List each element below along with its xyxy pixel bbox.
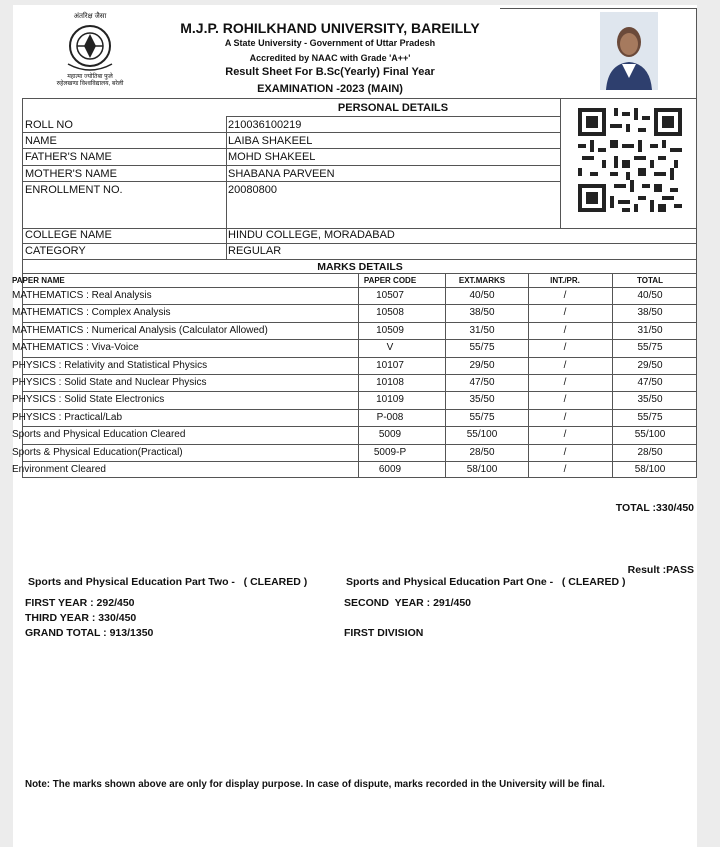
logo-text-top: अंतरिक्ष जैसा <box>73 13 107 20</box>
paper-code-cell: 5009 <box>378 429 402 440</box>
header-int-marks: INT./PR. <box>550 276 580 285</box>
total-marks-cell: 55/100 <box>634 429 666 440</box>
ext-marks-cell: 55/75 <box>469 412 495 423</box>
row-divider <box>22 287 696 288</box>
paper-name-cell: Environment Cleared <box>12 464 106 475</box>
marks-row <box>10 304 680 321</box>
paper-code-cell: 6009 <box>378 464 402 475</box>
university-name: M.J.P. ROHILKHAND UNIVERSITY, BAREILLY <box>180 20 480 36</box>
ext-marks-cell: 55/75 <box>469 342 495 353</box>
int-marks-cell: / <box>563 325 567 336</box>
row-divider <box>22 444 696 445</box>
int-marks-cell: / <box>563 447 567 458</box>
int-marks-cell: / <box>563 377 567 388</box>
university-subtitle: A State University - Government of Uttar Pradesh <box>224 38 436 48</box>
marks-row <box>10 339 680 356</box>
ext-marks-cell: 40/50 <box>469 290 495 301</box>
total-marks-cell: 38/50 <box>637 307 663 318</box>
value-father-name: MOHD SHAKEEL <box>228 151 316 163</box>
ext-marks-cell: 55/100 <box>466 429 498 440</box>
marks-row <box>10 444 680 461</box>
paper-code-cell: 10107 <box>376 360 404 371</box>
value-name: LAIBA SHAKEEL <box>228 135 313 147</box>
sheet-title: Result Sheet For B.Sc(Yearly) Final Year <box>225 66 435 78</box>
value-roll-no: 210036100219 <box>228 119 302 131</box>
row-divider <box>22 391 696 392</box>
total-marks-cell: 35/50 <box>637 394 663 405</box>
marks-row <box>10 391 680 408</box>
label-father-name: FATHER'S NAME <box>25 151 112 163</box>
paper-code-cell: 5009-P <box>373 447 407 458</box>
total-marks-cell: 58/100 <box>634 464 666 475</box>
marks-row <box>10 426 680 443</box>
disclaimer-note: Note: The marks shown above are only for display purpose. In case of dispute, marks recorded in the University will be final. <box>25 779 605 790</box>
personal-details-title: PERSONAL DETAILS <box>337 102 449 114</box>
accreditation: Accredited by NAAC with Grade 'A++' <box>249 53 411 63</box>
int-marks-cell: / <box>563 464 567 475</box>
paper-name-cell: Sports and Physical Education Cleared <box>12 429 186 440</box>
int-marks-cell: / <box>563 307 567 318</box>
student-photo-icon <box>600 12 658 90</box>
grand-total: GRAND TOTAL : 913/1350 <box>25 627 154 639</box>
int-marks-cell: / <box>563 290 567 301</box>
row-divider <box>22 409 696 410</box>
total-marks-cell: 55/75 <box>637 342 663 353</box>
division: FIRST DIVISION <box>344 627 424 639</box>
first-year-marks: FIRST YEAR : 292/450 <box>25 597 135 609</box>
paper-name-cell: MATHEMATICS : Complex Analysis <box>12 307 171 318</box>
int-marks-cell: / <box>563 429 567 440</box>
paper-code-cell: V <box>386 342 394 353</box>
total-marks-cell: 47/50 <box>637 377 663 388</box>
qr-code-icon <box>574 104 686 216</box>
paper-name-cell: MATHEMATICS : Real Analysis <box>12 290 152 301</box>
paper-name-cell: PHYSICS : Solid State Electronics <box>12 394 165 405</box>
row-divider <box>22 304 696 305</box>
label-enrollment: ENROLLMENT NO. <box>25 184 123 196</box>
paper-code-cell: P-008 <box>376 412 404 423</box>
total-marks-cell: 40/50 <box>637 290 663 301</box>
ext-marks-cell: 58/100 <box>466 464 498 475</box>
label-category: CATEGORY <box>25 245 86 257</box>
row-divider <box>22 426 696 427</box>
label-mother-name: MOTHER'S NAME <box>25 168 117 180</box>
marks-row <box>10 461 680 478</box>
marks-row <box>10 287 680 304</box>
sports-part-one: Sports and Physical Education Part One - ( CLEARED ) <box>346 576 626 588</box>
ext-marks-cell: 47/50 <box>469 377 495 388</box>
header-paper-name: PAPER NAME <box>12 276 65 285</box>
exam-title: EXAMINATION -2023 (MAIN) <box>257 83 403 95</box>
row-divider <box>22 461 696 462</box>
result-status: Result :PASS <box>627 564 694 576</box>
third-year-marks: THIRD YEAR : 330/450 <box>25 612 137 624</box>
paper-name-cell: MATHEMATICS : Numerical Analysis (Calculator Allowed) <box>12 325 268 336</box>
marks-total: TOTAL :330/450 <box>615 502 694 514</box>
label-roll-no: ROLL NO <box>25 119 73 131</box>
int-marks-cell: / <box>563 394 567 405</box>
sports-part-two: Sports and Physical Education Part Two - ( CLEARED ) <box>28 576 308 588</box>
marks-details-title: MARKS DETAILS <box>317 261 403 273</box>
logo-text-bottom-2: रुहेलखण्ड विश्वविद्यालय, बरेली <box>56 81 124 87</box>
paper-code-cell: 10109 <box>376 394 404 405</box>
paper-name-cell: Sports & Physical Education(Practical) <box>12 447 183 458</box>
marks-row <box>10 409 680 426</box>
paper-code-cell: 10507 <box>376 290 404 301</box>
ext-marks-cell: 31/50 <box>469 325 495 336</box>
logo-text-bottom-1: महात्मा ज्योतिबा फुले <box>67 74 113 80</box>
marks-row <box>10 357 680 374</box>
ext-marks-cell: 29/50 <box>469 360 495 371</box>
row-divider <box>22 322 696 323</box>
ext-marks-cell: 38/50 <box>469 307 495 318</box>
header-paper-code: PAPER CODE <box>363 276 417 285</box>
label-college: COLLEGE NAME <box>25 229 112 241</box>
qr-code <box>574 104 686 216</box>
student-photo <box>600 12 658 90</box>
total-marks-cell: 28/50 <box>637 447 663 458</box>
total-marks-cell: 31/50 <box>637 325 663 336</box>
int-marks-cell: / <box>563 360 567 371</box>
paper-code-cell: 10108 <box>376 377 404 388</box>
second-year-marks: SECOND YEAR : 291/450 <box>344 597 472 609</box>
label-name: NAME <box>25 135 57 147</box>
total-marks-cell: 55/75 <box>637 412 663 423</box>
paper-name-cell: PHYSICS : Solid State and Nuclear Physics <box>12 377 207 388</box>
total-marks-cell: 29/50 <box>637 360 663 371</box>
row-divider <box>22 374 696 375</box>
value-enrollment: 20080800 <box>228 184 277 196</box>
paper-name-cell: PHYSICS : Practical/Lab <box>12 412 123 423</box>
row-divider <box>22 339 696 340</box>
marks-row <box>10 374 680 391</box>
paper-name-cell: PHYSICS : Relativity and Statistical Physics <box>12 360 208 371</box>
row-divider <box>22 357 696 358</box>
int-marks-cell: / <box>563 342 567 353</box>
header-ext-marks: EXT.MARKS <box>458 276 506 285</box>
int-marks-cell: / <box>563 412 567 423</box>
value-mother-name: SHABANA PARVEEN <box>228 168 335 180</box>
value-college: HINDU COLLEGE, MORADABAD <box>228 229 395 241</box>
paper-code-cell: 10508 <box>376 307 404 318</box>
value-category: REGULAR <box>228 245 282 257</box>
header-total: TOTAL <box>637 276 663 285</box>
ext-marks-cell: 35/50 <box>469 394 495 405</box>
paper-code-cell: 10509 <box>376 325 404 336</box>
paper-name-cell: MATHEMATICS : Viva-Voice <box>12 342 139 353</box>
marks-row <box>10 322 680 339</box>
ext-marks-cell: 28/50 <box>469 447 495 458</box>
